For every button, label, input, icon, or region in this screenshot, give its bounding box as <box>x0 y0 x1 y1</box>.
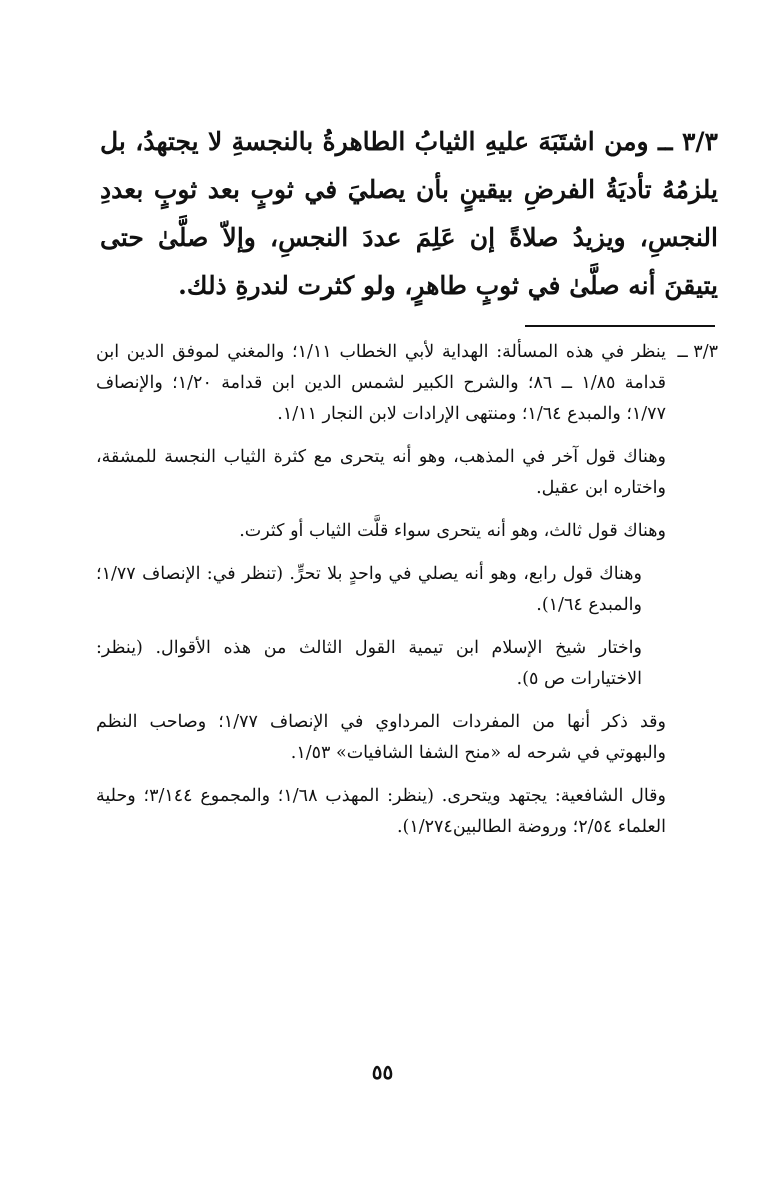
footnote-paragraph-shafii: وقال الشافعية: يجتهد ويتحرى. (ينظر: المهذب ١/٦٨؛ والمجموع ٣/١٤٤؛ وحلية العلماء ٢/٥٤؛ وروضة الطالبين١/٢٧٤). <box>96 786 666 837</box>
footnote-paragraph-third-opinion: وهناك قول ثالث، وهو أنه يتحرى سواء قلَّت الثياب أو كثرت. <box>239 521 666 541</box>
main-paragraph: ٣/٣ ــ ومن اشتَبَهَ عليهِ الثيابُ الطاهرةُ بالنجسةِ لا يجتهدُ، بل يلزمُهُ تأديَةُ الفرضِ بيقينٍ بأن يصليَ في ثوبٍ بعد ثوبٍ بعددِ النجسِ، ويزيدُ صلاةً إن عَلِمَ عددَ النجسِ، وإلاّ صلَّىٰ حتى يتيقنَ أنه صلَّىٰ في ثوبٍ طاهرٍ، ولو كثرت لندرةِ ذلك. <box>100 127 718 300</box>
footnote-body <box>96 337 666 855</box>
footnote-number: ٣/٣ ــ <box>677 342 718 362</box>
page-number: ٥٥ <box>371 1060 394 1084</box>
footnote-paragraph-second-opinion: وهناك قول آخر في المذهب، وهو أنه يتحرى مع كثرة الثياب النجسة للمشقة، واختاره ابن عقيل. <box>96 447 666 498</box>
footnote-paragraph-mufradat: وقد ذكر أنها من المفردات المرداوي في الإنصاف ١/٧٧؛ وصاحب النظم والبهوتي في شرحه له «منح الشفا الشافيات» ١/٥٣. <box>96 712 666 763</box>
footnote-paragraph-sources: ينظر في هذه المسألة: الهداية لأبي الخطاب ١/١١؛ والمغني لموفق الدين ابن قدامة ١/٨٥ ــ ٨٦؛ والشرح الكبير لشمس الدين ابن قدامة ١/٢٠؛ والإنصاف ١/٧٧؛ والمبدع ١/٦٤؛ ومنتهى الإرادات لابن النجار ١/١١. <box>96 342 666 424</box>
footnote-paragraph-ibn-taymiyya: واختار شيخ الإسلام ابن تيمية القول الثالث من هذه الأقوال. (ينظر: الاختيارات ص ٥). <box>96 638 642 689</box>
footnote-paragraph-fourth-opinion: وهناك قول رابع، وهو أنه يصلي في واحدٍ بلا تحرٍّ. (تنظر في: الإنصاف ١/٧٧؛ والمبدع ١/٦٤). <box>96 564 642 615</box>
main-text-block <box>100 118 718 310</box>
footnote-entry <box>96 337 718 855</box>
footnote-separator-rule <box>525 325 715 327</box>
footnotes-section <box>96 337 718 855</box>
